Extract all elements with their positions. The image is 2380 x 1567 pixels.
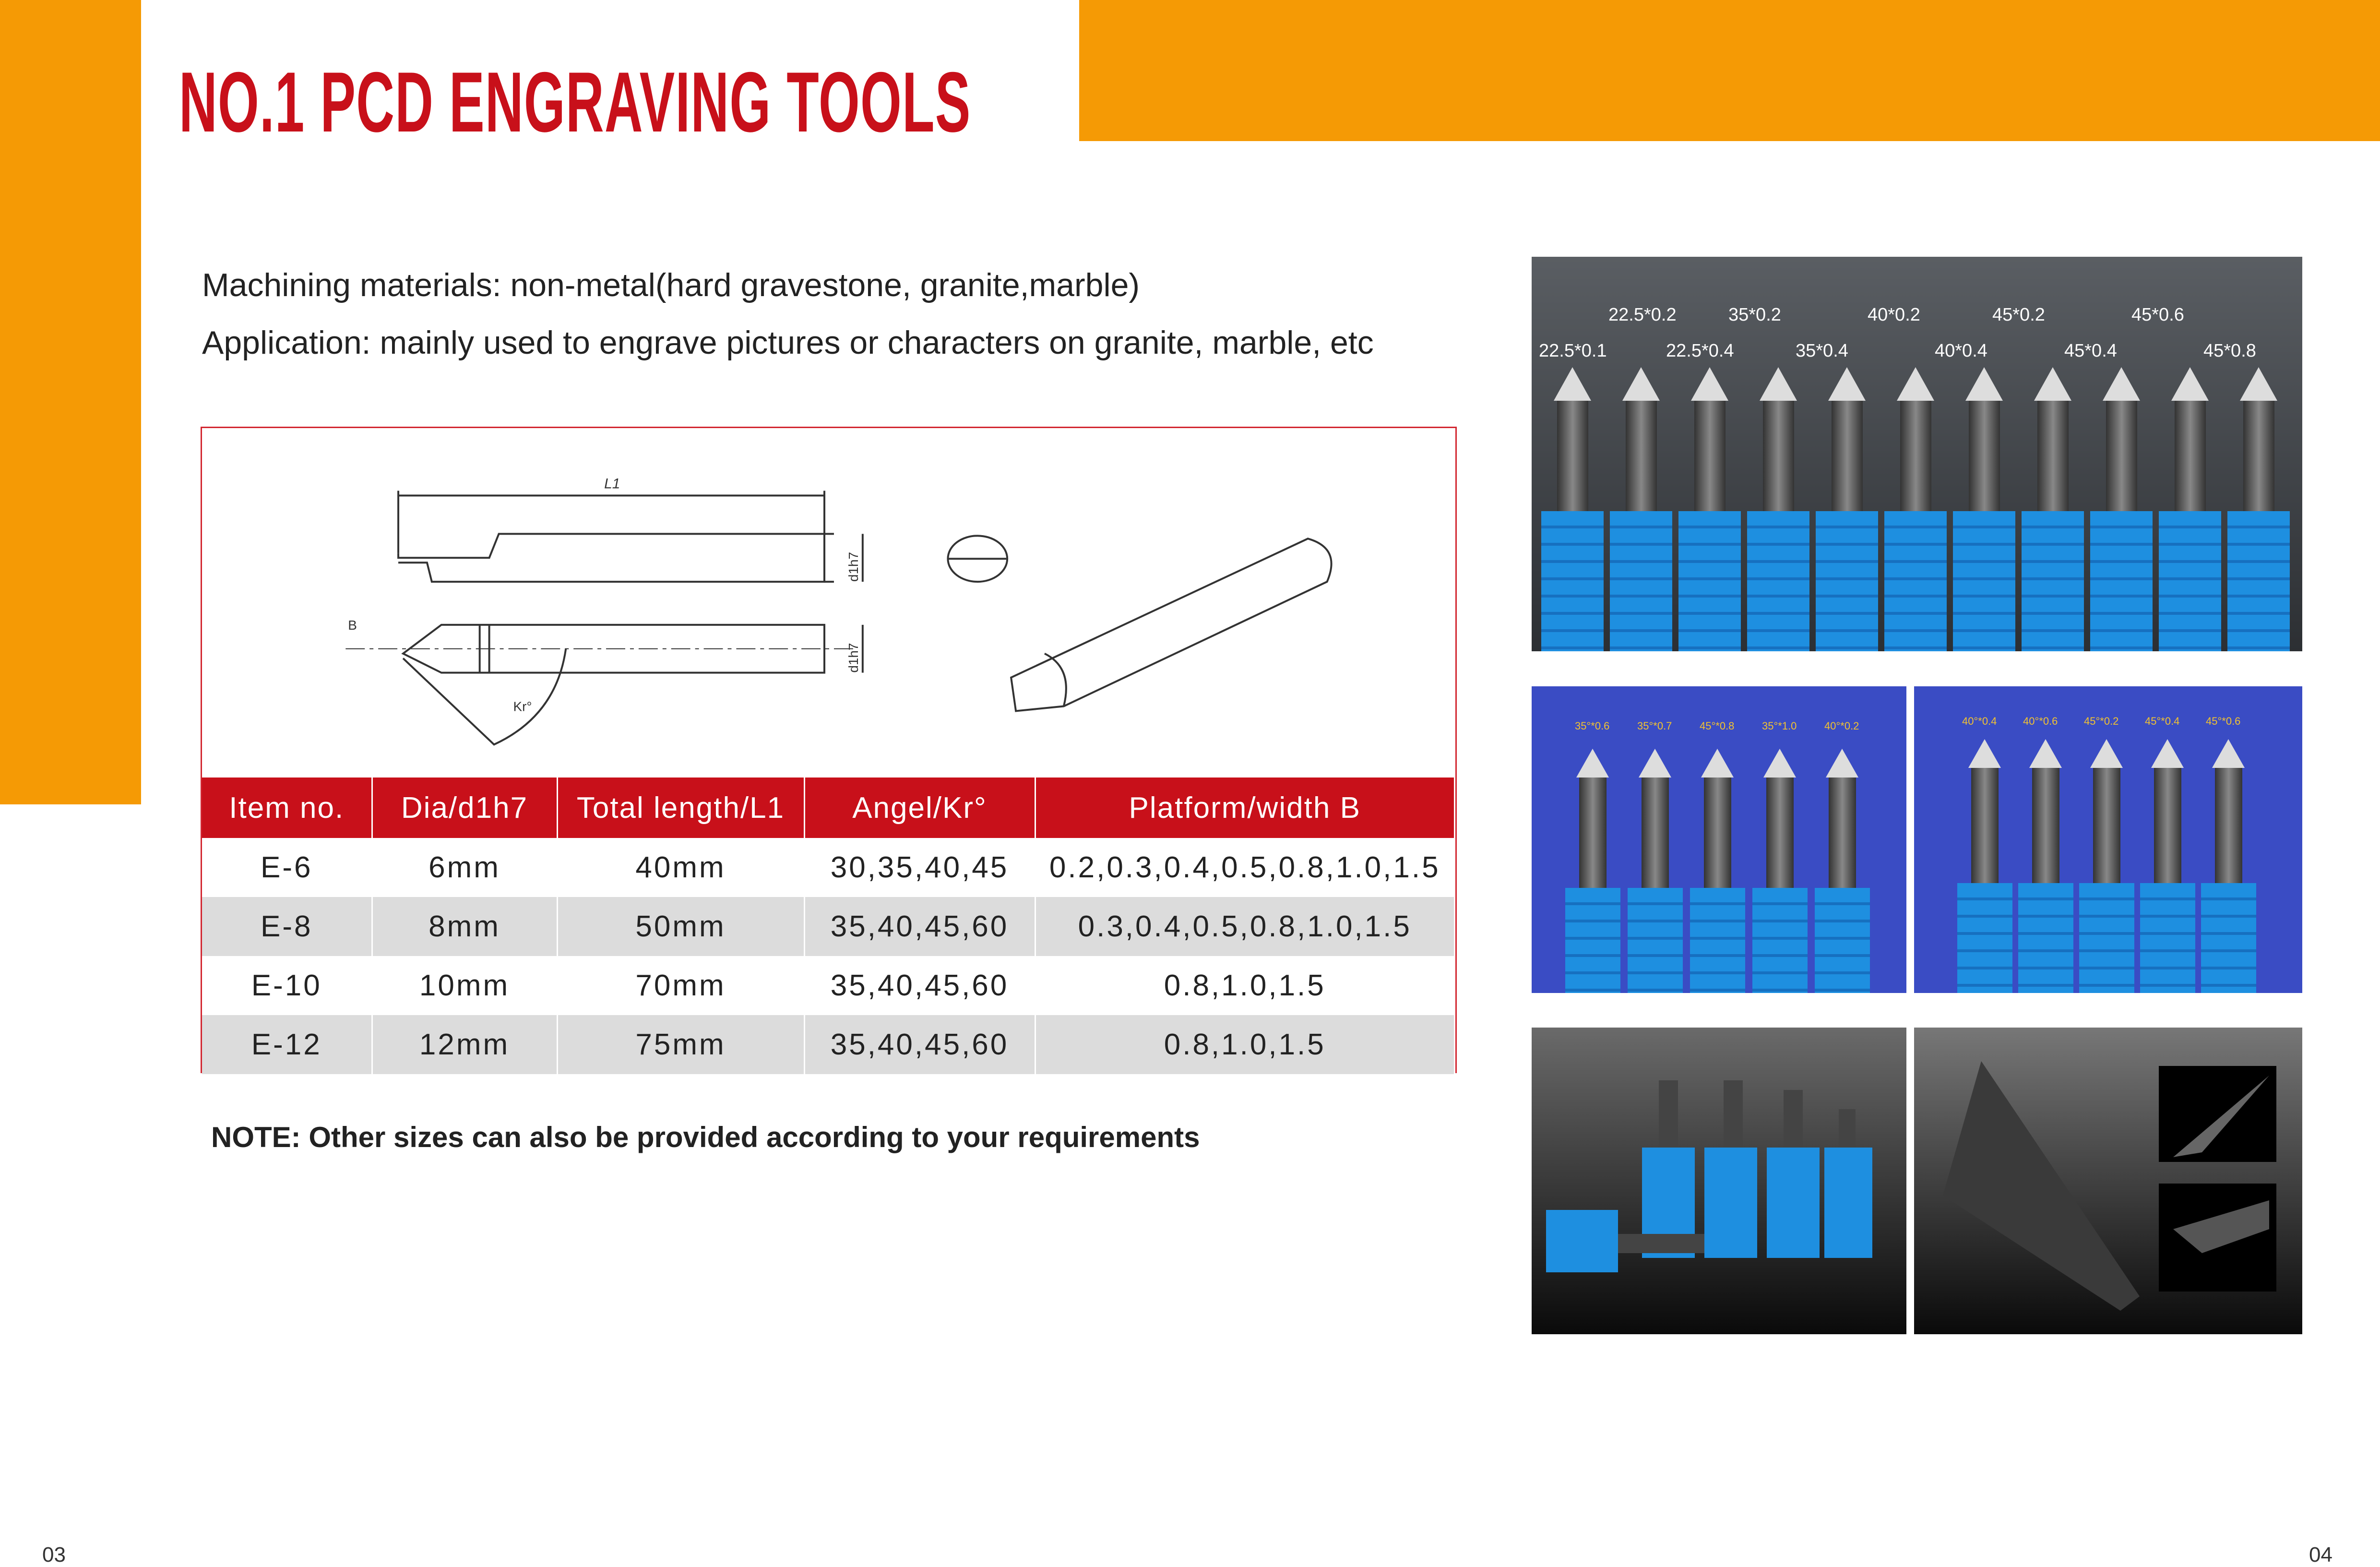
size-label: 35°*1.0 [1762,720,1797,732]
photo-tools-dark [1532,1028,1906,1334]
page-number-left: 03 [42,1543,66,1567]
size-label: 45°*0.8 [1700,720,1735,732]
tool-holder [2227,511,2290,651]
size-label: 40°*0.6 [2023,715,2058,727]
size-label: 45°*0.2 [2084,715,2119,727]
tool-holder [1628,888,1683,993]
tool-holder [1678,511,1741,651]
top-orange-bar [1079,0,2380,141]
tool-tip [1576,749,1609,778]
tool [1763,401,1794,511]
tool-tip [1639,749,1671,778]
tool-tip [1826,749,1858,778]
kr-label: Kr° [513,699,532,714]
tool [1900,401,1931,511]
tool [2106,401,2137,511]
tool [1579,778,1607,888]
tool-tip [1701,749,1734,778]
note-text: NOTE: Other sizes can also be provided according to your requirements [211,1121,1200,1153]
left-orange-bar [0,0,141,804]
tool-tip [2090,739,2123,768]
tool-holder [1565,888,1620,993]
size-label: 35*0.2 [1728,305,1781,325]
tool-tip [2212,739,2245,768]
size-label: 45*0.8 [2203,341,2256,361]
tool [1829,778,1856,888]
tool-tip [1760,367,1797,401]
header-item-no: Item no. [202,778,372,838]
tool-holder [2018,883,2073,993]
cell: E-8 [202,897,372,956]
tool-holder [2159,511,2221,651]
tool-tip [2171,367,2209,401]
tool [1832,401,1863,511]
cell: 75mm [557,1015,804,1074]
size-label: 45*0.2 [1992,305,2045,325]
size-label: 35°*0.7 [1637,720,1672,732]
table-row [202,838,1455,897]
tool [2154,768,2182,883]
tools-illustration [1532,1028,1906,1334]
tool-holder [2022,511,2084,651]
tool-holder [1752,888,1808,993]
tool-tip [1691,367,1728,401]
tool-holder [1957,883,2012,993]
tool-holder [1747,511,1809,651]
page-number-right: 04 [2309,1543,2332,1567]
tool [1557,401,1588,511]
tool-tip [1965,367,2003,401]
tool-holder [1953,511,2015,651]
cell: 12mm [372,1015,557,1074]
tool-holder [1690,888,1745,993]
table-row [202,1015,1455,1074]
size-label: 40*0.2 [1868,305,1920,325]
size-label: 45*0.6 [2131,305,2184,325]
table-header-row [202,778,1455,838]
cell: 35,40,45,60 [804,956,1035,1015]
tool-holder [1541,511,1604,651]
cell: E-10 [202,956,372,1015]
tool-tip [2151,739,2184,768]
tool [1642,778,1669,888]
tool-tip [1968,739,2001,768]
tool [2093,768,2121,883]
size-label: 45°*0.4 [2145,715,2180,727]
machining-materials: Machining materials: non-metal(hard gravestone, granite,marble) [202,267,1140,303]
cell: 70mm [557,956,804,1015]
spec-table-box [201,427,1457,1073]
b-label: B [348,617,357,633]
header-angle: Angel/Kr° [804,778,1035,838]
tool-tip [1828,367,1866,401]
cell: 30,35,40,45 [804,838,1035,897]
tool [2037,401,2069,511]
cell: 50mm [557,897,804,956]
photo-tool-set-grey [1532,257,2302,651]
tool [1766,778,1794,888]
photo-tool-closeup [1914,1028,2302,1334]
tool [2243,401,2274,511]
table-row [202,956,1455,1015]
tool-tip [1554,367,1591,401]
cell: 35,40,45,60 [804,897,1035,956]
tool-tip [2034,367,2071,401]
d1h7-label-1: d1h7 [845,551,861,582]
d1h7-label-2: d1h7 [845,643,861,673]
tool-drawing [202,428,1455,778]
tool-tip [2103,367,2140,401]
tool-holder [1816,511,1878,651]
size-label: 40°*0.2 [1824,720,1859,732]
tool [1969,401,2000,511]
tool-holder [1610,511,1672,651]
tool-holder [2079,883,2134,993]
tool-tip [1897,367,1934,401]
tool [1971,768,1999,883]
cell: 40mm [557,838,804,897]
cell: 0.8,1.0,1.5 [1035,1015,1455,1074]
size-label: 40*0.4 [1935,341,1987,361]
tool-tip [2029,739,2062,768]
photo-tool-set-blue-right [1914,686,2302,993]
tool [2175,401,2206,511]
cell: E-12 [202,1015,372,1074]
cell: 6mm [372,838,557,897]
tool [1694,401,1726,511]
tool-closeup-illustration [1914,1028,2302,1334]
cell: 10mm [372,956,557,1015]
tool-holder [2090,511,2153,651]
table-row [202,897,1455,956]
application-text: Application: mainly used to engrave pictures or characters on granite, marble, etc [202,324,1374,361]
cell: 35,40,45,60 [804,1015,1035,1074]
tool-holder [1815,888,1870,993]
tool-holder [1884,511,1947,651]
spec-table [202,778,1455,1074]
cell: 0.2,0.3,0.4,0.5,0.8,1.0,1.5 [1035,838,1455,897]
tool-holder [2201,883,2256,993]
cell: 8mm [372,897,557,956]
size-label: 45°*0.6 [2206,715,2241,727]
tool-tip [1763,749,1796,778]
size-label: 45*0.4 [2064,341,2117,361]
tool-tip [1622,367,1660,401]
page-title: NO.1 PCD ENGRAVING TOOLS [179,54,971,150]
tool-tip [2240,367,2277,401]
header-platform: Platform/width B [1035,778,1455,838]
cell: E-6 [202,838,372,897]
size-label: 40°*0.4 [1962,715,1997,727]
cell: 0.3,0.4,0.5,0.8,1.0,1.5 [1035,897,1455,956]
cell: 0.8,1.0,1.5 [1035,956,1455,1015]
header-length: Total length/L1 [557,778,804,838]
photo-tool-set-blue-left [1532,686,1906,993]
l1-label: L1 [604,476,620,492]
size-label: 22.5*0.4 [1666,341,1734,361]
tool [1704,778,1732,888]
tool [2215,768,2243,883]
tool [2032,768,2060,883]
size-label: 22.5*0.1 [1539,341,1607,361]
tool-holder [2140,883,2195,993]
tool [1626,401,1657,511]
header-dia: Dia/d1h7 [372,778,557,838]
size-label: 35*0.4 [1796,341,1848,361]
size-label: 22.5*0.2 [1608,305,1677,325]
size-label: 35°*0.6 [1575,720,1610,732]
